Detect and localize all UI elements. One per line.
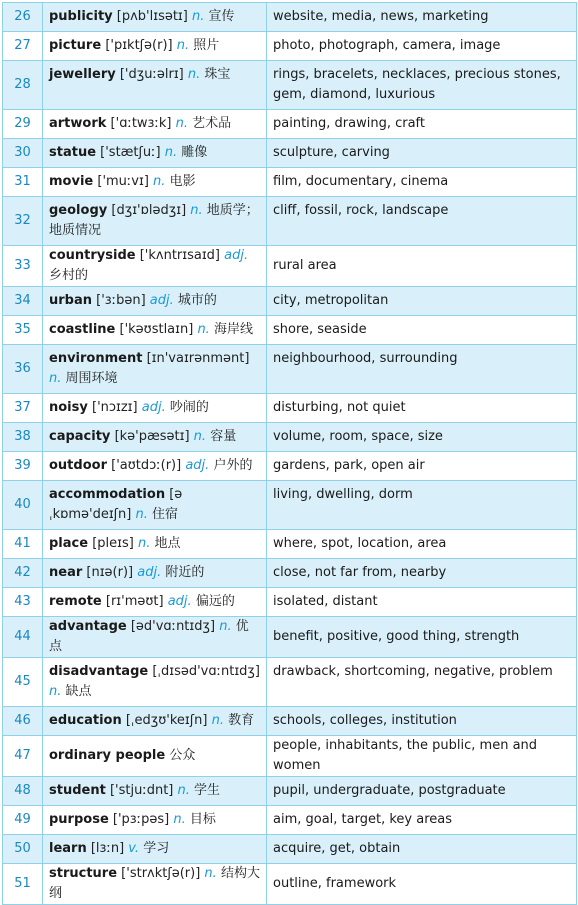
- phonetic: [rɪ'məʊt]: [105, 594, 164, 609]
- phonetic: ['kʌntrɪsaɪd]: [139, 248, 220, 263]
- headword: accommodation: [49, 487, 166, 502]
- headword: statue: [49, 145, 97, 160]
- row-number: 43: [3, 588, 43, 617]
- chinese-meaning: 公众: [169, 748, 196, 763]
- headword: purpose: [49, 812, 109, 827]
- table-row: [3, 530, 577, 559]
- phonetic: [ɪn'vaɪrənmənt]: [146, 351, 250, 366]
- headword: advantage: [49, 619, 127, 634]
- phonetic: [pʌb'lɪsətɪ]: [116, 9, 188, 24]
- part-of-speech: n.: [211, 713, 224, 728]
- word-cell: [43, 736, 267, 777]
- table-row: [3, 588, 577, 617]
- part-of-speech: v.: [128, 841, 140, 856]
- phonetic: ['strʌktʃə(r)]: [121, 866, 201, 881]
- word-cell: [43, 806, 267, 835]
- phonetic: ['nɔɪzɪ]: [92, 400, 138, 415]
- chinese-meaning: 住宿: [152, 507, 179, 522]
- table-row: [3, 452, 577, 481]
- table-row: [3, 61, 577, 110]
- word-cell: [43, 394, 267, 423]
- part-of-speech: adj.: [185, 458, 210, 473]
- table-row: [3, 316, 577, 345]
- part-of-speech: adj.: [141, 400, 166, 415]
- synonyms-cell: where, spot, location, area: [267, 530, 577, 559]
- word-cell: [43, 835, 267, 864]
- phonetic: ['pɪktʃə(r)]: [105, 38, 173, 53]
- table-row: [3, 32, 577, 61]
- word-cell: [43, 246, 267, 287]
- synonyms-cell: painting, drawing, craft: [267, 110, 577, 139]
- row-number: 38: [3, 423, 43, 452]
- word-cell: [43, 345, 267, 394]
- phonetic: ['kəʊstlaɪn]: [119, 322, 194, 337]
- phonetic: ['aʊtdɔː(r)]: [111, 458, 182, 473]
- part-of-speech: adj.: [137, 565, 162, 580]
- part-of-speech: n.: [137, 536, 151, 551]
- synonyms-cell: neighbourhood, surrounding: [267, 345, 577, 394]
- part-of-speech: n.: [219, 619, 232, 634]
- table-row: [3, 287, 577, 316]
- synonyms-cell: volume, room, space, size: [267, 423, 577, 452]
- headword: urban: [49, 293, 92, 308]
- table-row: [3, 481, 577, 530]
- chinese-meaning: 户外的: [213, 458, 253, 473]
- table-row: [3, 617, 577, 658]
- word-cell: [43, 32, 267, 61]
- headword: ordinary people: [49, 748, 166, 763]
- word-cell: [43, 617, 267, 658]
- phonetic: [lɜːn]: [90, 841, 125, 856]
- chinese-meaning: 容量: [210, 429, 237, 444]
- part-of-speech: n.: [153, 174, 166, 189]
- chinese-meaning: 周围环境: [65, 371, 118, 386]
- row-number: 28: [3, 61, 43, 110]
- word-cell: [43, 61, 267, 110]
- word-cell: [43, 559, 267, 588]
- headword: noisy: [49, 400, 88, 415]
- synonyms-cell: benefit, positive, good thing, strength: [267, 617, 577, 658]
- synonyms-cell: disturbing, not quiet: [267, 394, 577, 423]
- word-cell: [43, 168, 267, 197]
- chinese-meaning: 附近的: [165, 565, 205, 580]
- word-cell: [43, 658, 267, 707]
- headword: education: [49, 713, 122, 728]
- table-row: [3, 197, 577, 246]
- phonetic: [pleɪs]: [92, 536, 134, 551]
- headword: student: [49, 783, 106, 798]
- row-number: 41: [3, 530, 43, 559]
- chinese-meaning: 海岸线: [213, 322, 253, 337]
- chinese-meaning: 艺术品: [192, 116, 232, 131]
- table-row: [3, 394, 577, 423]
- table-row: [3, 777, 577, 806]
- chinese-meaning: 珠宝: [204, 67, 231, 82]
- word-cell: [43, 481, 267, 530]
- table-row: [3, 423, 577, 452]
- part-of-speech: n.: [164, 145, 178, 160]
- chinese-meaning: 吵闹的: [169, 400, 209, 415]
- phonetic: [dʒɪ'ɒlədʒɪ]: [111, 203, 187, 218]
- table-row: [3, 707, 577, 736]
- row-number: 32: [3, 197, 43, 246]
- part-of-speech: n.: [49, 371, 62, 386]
- row-number: 34: [3, 287, 43, 316]
- chinese-meaning: 偏远的: [195, 594, 235, 609]
- row-number: 51: [3, 864, 43, 905]
- word-cell: [43, 3, 267, 32]
- row-number: 48: [3, 777, 43, 806]
- word-cell: [43, 707, 267, 736]
- headword: coastline: [49, 322, 116, 337]
- table-row: [3, 3, 577, 32]
- table-row: [3, 658, 577, 707]
- row-number: 44: [3, 617, 43, 658]
- table-row: [3, 806, 577, 835]
- synonyms-cell: cliff, fossil, rock, landscape: [267, 197, 577, 246]
- word-cell: [43, 864, 267, 905]
- chinese-meaning: 教育: [228, 713, 255, 728]
- part-of-speech: adj.: [149, 293, 174, 308]
- synonyms-cell: rings, bracelets, necklaces, precious stones, gem, diamond, luxurious: [267, 61, 577, 110]
- part-of-speech: n.: [135, 507, 148, 522]
- phonetic: [nɪə(r)]: [86, 565, 134, 580]
- part-of-speech: n.: [49, 684, 62, 699]
- headword: movie: [49, 174, 94, 189]
- phonetic: ['dʒuːəlrɪ]: [119, 67, 184, 82]
- synonyms-cell: website, media, news, marketing: [267, 3, 577, 32]
- headword: geology: [49, 203, 108, 218]
- synonyms-cell: drawback, shortcoming, negative, problem: [267, 658, 577, 707]
- row-number: 50: [3, 835, 43, 864]
- headword: capacity: [49, 429, 111, 444]
- headword: remote: [49, 594, 102, 609]
- synonyms-cell: acquire, get, obtain: [267, 835, 577, 864]
- chinese-meaning: 雕像: [181, 145, 208, 160]
- part-of-speech: n.: [190, 203, 203, 218]
- row-number: 27: [3, 32, 43, 61]
- phonetic: ['stjuːdnt]: [109, 783, 174, 798]
- synonyms-cell: shore, seaside: [267, 316, 577, 345]
- row-number: 49: [3, 806, 43, 835]
- headword: countryside: [49, 248, 136, 263]
- synonyms-cell: people, inhabitants, the public, men and women: [267, 736, 577, 777]
- chinese-meaning: 城市的: [177, 293, 217, 308]
- word-cell: [43, 110, 267, 139]
- chinese-meaning: 缺点: [65, 684, 92, 699]
- row-number: 31: [3, 168, 43, 197]
- row-number: 45: [3, 658, 43, 707]
- row-number: 30: [3, 139, 43, 168]
- chinese-meaning: 照片: [193, 38, 220, 53]
- synonyms-cell: pupil, undergraduate, postgraduate: [267, 777, 577, 806]
- table-row: [3, 246, 577, 287]
- synonyms-cell: gardens, park, open air: [267, 452, 577, 481]
- chinese-meaning: 地点: [154, 536, 181, 551]
- part-of-speech: n.: [175, 116, 188, 131]
- phonetic: ['stætʃuː]: [100, 145, 161, 160]
- row-number: 40: [3, 481, 43, 530]
- chinese-meaning: 目标: [189, 812, 216, 827]
- headword: place: [49, 536, 89, 551]
- headword: outdoor: [49, 458, 107, 473]
- row-number: 33: [3, 246, 43, 287]
- row-number: 26: [3, 3, 43, 32]
- phonetic: ['pɜːpəs]: [112, 812, 170, 827]
- chinese-meaning: 地质学；地质情况: [49, 203, 259, 238]
- headword: artwork: [49, 116, 107, 131]
- synonyms-cell: sculpture, carving: [267, 139, 577, 168]
- table-row: [3, 736, 577, 777]
- headword: disadvantage: [49, 664, 149, 679]
- vocabulary-table: [2, 2, 577, 905]
- headword: learn: [49, 841, 87, 856]
- phonetic: [ˌedʒʊ'keɪʃn]: [125, 713, 208, 728]
- chinese-meaning: 结构大纲: [49, 866, 260, 901]
- headword: picture: [49, 38, 102, 53]
- table-row: [3, 168, 577, 197]
- part-of-speech: n.: [204, 866, 217, 881]
- synonyms-cell: photo, photograph, camera, image: [267, 32, 577, 61]
- part-of-speech: n.: [187, 67, 201, 82]
- synonyms-cell: schools, colleges, institution: [267, 707, 577, 736]
- chinese-meaning: 电影: [169, 174, 196, 189]
- part-of-speech: n.: [176, 38, 190, 53]
- word-cell: [43, 777, 267, 806]
- word-cell: [43, 287, 267, 316]
- phonetic: [kə'pæsətɪ]: [114, 429, 190, 444]
- headword: structure: [49, 866, 118, 881]
- synonyms-cell: living, dwelling, dorm: [267, 481, 577, 530]
- synonyms-cell: isolated, distant: [267, 588, 577, 617]
- synonyms-cell: rural area: [267, 246, 577, 287]
- word-cell: [43, 139, 267, 168]
- headword: publicity: [49, 9, 113, 24]
- synonyms-cell: city, metropolitan: [267, 287, 577, 316]
- vocabulary-table-body: [3, 3, 577, 905]
- synonyms-cell: aim, goal, target, key areas: [267, 806, 577, 835]
- phonetic: ['ɜːbən]: [96, 293, 146, 308]
- word-cell: [43, 530, 267, 559]
- word-cell: [43, 588, 267, 617]
- phonetic: [əd'vɑːntɪdʒ]: [130, 619, 216, 634]
- table-row: [3, 559, 577, 588]
- synonyms-cell: outline, framework: [267, 864, 577, 905]
- part-of-speech: adj.: [224, 248, 249, 263]
- row-number: 36: [3, 345, 43, 394]
- word-cell: [43, 452, 267, 481]
- row-number: 47: [3, 736, 43, 777]
- part-of-speech: n.: [177, 783, 190, 798]
- phonetic: ['ɑːtwɜːk]: [110, 116, 172, 131]
- word-cell: [43, 197, 267, 246]
- row-number: 29: [3, 110, 43, 139]
- chinese-meaning: 学生: [194, 783, 221, 798]
- chinese-meaning: 优点: [49, 619, 249, 654]
- chinese-meaning: 学习: [143, 841, 170, 856]
- headword: jewellery: [49, 67, 116, 82]
- row-number: 46: [3, 707, 43, 736]
- part-of-speech: n.: [197, 322, 210, 337]
- word-cell: [43, 316, 267, 345]
- table-row: [3, 139, 577, 168]
- table-row: [3, 835, 577, 864]
- chinese-meaning: 乡村的: [49, 268, 89, 283]
- part-of-speech: n.: [173, 812, 186, 827]
- part-of-speech: adj.: [167, 594, 192, 609]
- part-of-speech: n.: [191, 9, 205, 24]
- phonetic: [ˌdɪsəd'vɑːntɪdʒ]: [152, 664, 260, 679]
- headword: environment: [49, 351, 143, 366]
- row-number: 39: [3, 452, 43, 481]
- table-row: [3, 345, 577, 394]
- headword: near: [49, 565, 83, 580]
- phonetic: ['muːvɪ]: [97, 174, 149, 189]
- synonyms-cell: close, not far from, nearby: [267, 559, 577, 588]
- table-row: [3, 110, 577, 139]
- word-cell: [43, 423, 267, 452]
- row-number: 37: [3, 394, 43, 423]
- part-of-speech: n.: [193, 429, 207, 444]
- phonetic: [əˌkɒmə'deɪʃn]: [49, 487, 183, 522]
- table-row: [3, 864, 577, 905]
- synonyms-cell: film, documentary, cinema: [267, 168, 577, 197]
- chinese-meaning: 宣传: [208, 9, 235, 24]
- row-number: 35: [3, 316, 43, 345]
- row-number: 42: [3, 559, 43, 588]
